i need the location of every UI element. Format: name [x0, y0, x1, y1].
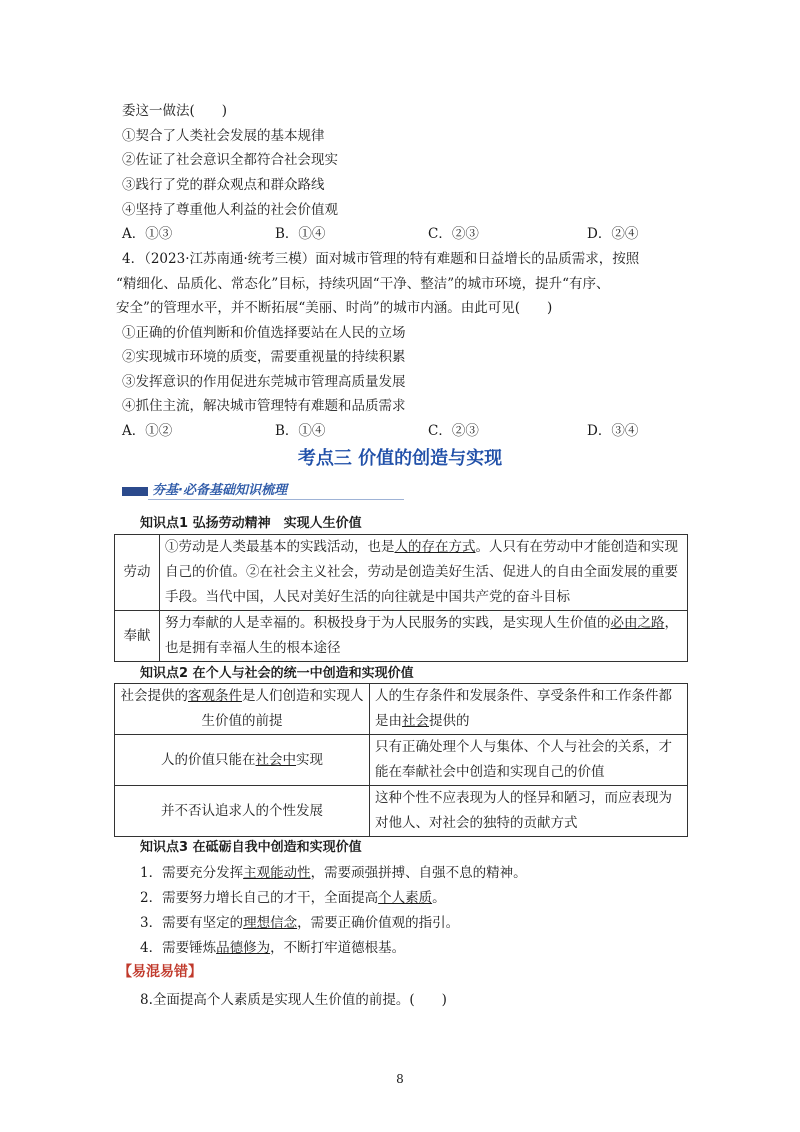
kp2-title: 知识点2 在个人与社会的统一中创造和实现价值 [140, 666, 414, 681]
banner-bar [122, 487, 148, 496]
kp1-table [114, 534, 688, 662]
text-segment: 提供的 [429, 713, 470, 729]
text-segment: 2．需要努力增长自己的才干，全面提高 [140, 890, 379, 906]
q3-option-b[interactable]: B．①④ [275, 226, 326, 242]
kp2-table [114, 683, 688, 837]
q3-item-1: ①契合了人类社会发展的基本规律 [122, 128, 325, 144]
text-segment: ，需要顽强拼搏、自强不息的精神。 [310, 865, 527, 881]
q3-item-4: ④坚持了尊重他人利益的社会价值观 [122, 202, 338, 218]
kp2-left-cell [115, 684, 370, 735]
text-segment: 人的生存条件和发展条件、享受条件和工作条件都是由 [375, 688, 672, 729]
section-banner [122, 478, 404, 502]
text-segment: 1．需要充分发挥 [140, 865, 244, 881]
text-segment: 并不否认追求人的个性发展 [161, 802, 323, 819]
text-segment: ，不断打牢道德根基。 [270, 940, 406, 956]
kp2-right-cell [370, 786, 688, 837]
kp3-item-4 [140, 936, 405, 956]
underlined-term: 品德修为 [216, 940, 271, 956]
kp3-item-2 [140, 886, 446, 906]
underlined-term: 主观能动性 [243, 865, 311, 881]
q4-stem-line-3: 安全”的管理水平，并不断拓展“美丽、时尚”的城市内涵。由此可见( ) [116, 300, 553, 316]
kp3-title: 知识点3 在砥砺自我中创造和实现价值 [140, 840, 362, 855]
text-segment: 只有正确处理个人与集体、个人与社会的关系，才能在奉献社会中创造和实现自己的价值 [375, 739, 672, 780]
table-row [115, 611, 688, 662]
kp1-title: 知识点1 弘扬劳动精神 实现人生价值 [140, 516, 362, 531]
kp2-left-cell [115, 786, 370, 837]
underlined-term: 社会中 [255, 751, 296, 768]
kp1-row-content [160, 535, 688, 611]
text-segment: 是人们创造和实现人生价值的前提 [201, 688, 364, 729]
kp2-right-cell [370, 735, 688, 786]
text-segment: ，也是拥有幸福人生的根本途径 [165, 615, 678, 656]
table-row [115, 735, 688, 786]
kp1-row-label: 奉献 [115, 611, 160, 662]
q4-item-3: ③发挥意识的作用促进东莞城市管理高质量发展 [122, 374, 406, 390]
table-row [115, 786, 688, 837]
q4-option-c[interactable]: C．②③ [428, 423, 479, 439]
confusion-question: 8.全面提高个人素质是实现人生价值的前提。( ) [140, 992, 447, 1008]
text-segment: 社会提供的 [120, 688, 188, 704]
q4-option-a[interactable]: A．①② [122, 423, 173, 439]
text-segment: 。人只有在劳动中才能创造和实现自己的价值。②在社会主义社会，劳动是创造美好生活、促进人的自由全面发展的重要手段。当代中国，人民对美好生活的向往就是中国共产党的奋斗目标 [165, 539, 678, 605]
q3-option-c[interactable]: C．②③ [428, 226, 479, 242]
text-segment: 人的价值只能在 [161, 751, 256, 768]
section-title: 考点三 价值的创造与实现 [297, 448, 503, 469]
text-segment: 努力奉献的人是幸福的。积极投身于为人民服务的实践，是实现人生价值的 [165, 615, 611, 631]
text-segment: 4．需要锤炼 [140, 940, 217, 956]
text-segment: 。 [432, 890, 446, 906]
q4-options [122, 419, 682, 441]
q4-item-4: ④抓住主流，解决城市管理特有难题和品质需求 [122, 398, 406, 414]
q3-item-2: ②佐证了社会意识全都符合社会现实 [122, 152, 338, 168]
kp3-item-3 [140, 911, 459, 931]
table-row [115, 684, 688, 735]
q4-item-2: ②实现城市环境的质变，需要重视量的持续积累 [122, 349, 406, 365]
table-row [115, 535, 688, 611]
confusion-label: 【易混易错】 [118, 964, 202, 980]
underlined-term: 客观条件 [188, 688, 242, 704]
q3-stem-end: 委这一做法( ) [122, 103, 228, 119]
q4-option-d[interactable]: D．③④ [587, 423, 639, 439]
kp2-right-cell [370, 684, 688, 735]
q4-stem-line-2: “精细化、品质化、常态化”目标，持续巩固“干净、整洁”的城市环境，提升“有序、 [116, 276, 610, 292]
banner-rule [148, 499, 404, 500]
underlined-term: 个人素质 [378, 890, 433, 906]
underlined-term: 必由之路 [610, 615, 665, 631]
kp3-item-1 [140, 861, 527, 881]
kp1-row-content [160, 611, 688, 662]
underlined-term: 理想信念 [243, 915, 298, 931]
underlined-term: 人的存在方式 [394, 539, 476, 555]
q3-options [122, 222, 682, 244]
q3-item-3: ③践行了党的群众观点和群众路线 [122, 177, 325, 193]
kp2-left-cell [115, 735, 370, 786]
text-segment: ①劳动是人类最基本的实践活动，也是 [165, 539, 395, 555]
banner-label: 夯基·必备基础知识梳理 [152, 483, 287, 498]
text-segment: 3．需要有坚定的 [140, 915, 244, 931]
text-segment: ，需要正确价值观的指引。 [297, 915, 460, 931]
text-segment: 这种个性不应表现为人的怪异和陋习，而应表现为对他人、对社会的独特的贡献方式 [375, 790, 672, 831]
q4-option-b[interactable]: B．①④ [275, 423, 326, 439]
text-segment: 实现 [296, 751, 323, 768]
q3-option-a[interactable]: A．①③ [122, 226, 173, 242]
kp1-row-label: 劳动 [115, 535, 160, 611]
q4-stem-line-1: 4．（2023·江苏南通·统考三模）面对城市管理的特有难题和日益增长的品质需求，按照 [122, 251, 640, 267]
q3-option-d[interactable]: D．②④ [587, 226, 639, 242]
page-number: 8 [396, 1072, 404, 1086]
underlined-term: 社会 [402, 713, 429, 729]
q4-item-1: ①正确的价值判断和价值选择要站在人民的立场 [122, 325, 406, 341]
